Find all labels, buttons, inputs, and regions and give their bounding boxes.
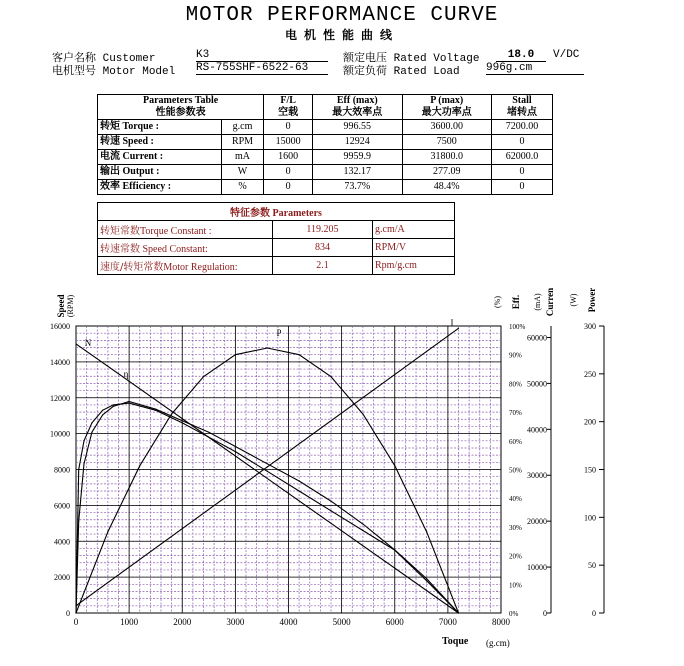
const-value: 119.205 bbox=[273, 221, 373, 239]
current-axis-unit: (mA) bbox=[533, 293, 542, 311]
cell: 15000 bbox=[264, 135, 313, 150]
col-eff-cn: 最大效率点 bbox=[332, 107, 383, 118]
cell: 0 bbox=[491, 180, 552, 195]
point-p bbox=[426, 531, 427, 532]
point-p bbox=[299, 354, 300, 355]
row-label-cn: 转速 bbox=[100, 136, 120, 147]
eff-tick-label: 20% bbox=[509, 552, 522, 561]
const-unit: RPM/V bbox=[373, 239, 455, 257]
power-axis-label: Power bbox=[587, 287, 597, 313]
model-label-cn: 电机型号 bbox=[52, 64, 96, 77]
point-output bbox=[83, 440, 84, 441]
table-row bbox=[98, 180, 553, 195]
speed-axis-label: Speed bbox=[56, 294, 66, 318]
curve-label: η bbox=[123, 369, 129, 379]
model-row bbox=[52, 62, 175, 78]
cell: 73.7% bbox=[313, 180, 402, 195]
point-output bbox=[362, 530, 363, 531]
point-n bbox=[75, 343, 76, 344]
point-η bbox=[113, 406, 114, 407]
point-p bbox=[394, 465, 395, 466]
speed-tick-label: 10000 bbox=[50, 429, 70, 439]
customer-value: K3 bbox=[196, 49, 328, 62]
point-p bbox=[203, 376, 204, 377]
point-output bbox=[78, 469, 79, 470]
cell: 3600.00 bbox=[402, 120, 491, 135]
params-head-title: Parameters Table bbox=[142, 95, 219, 106]
cell: 0 bbox=[264, 180, 313, 195]
x-tick-label: 4000 bbox=[279, 617, 298, 627]
const-label-cn: 转矩常数 bbox=[100, 226, 140, 237]
point-output bbox=[394, 550, 395, 551]
voltage-label-cn: 额定电压 bbox=[343, 51, 387, 64]
col-pmax-cn: 最大功率点 bbox=[421, 107, 472, 118]
parameters-table bbox=[97, 94, 553, 195]
eff-tick-label: 30% bbox=[509, 523, 522, 532]
point-output bbox=[182, 422, 183, 423]
curve-label: N bbox=[84, 338, 92, 348]
point-output bbox=[208, 437, 209, 438]
current-axis-label: Curren bbox=[545, 287, 555, 317]
point-output bbox=[235, 451, 236, 452]
table-row bbox=[98, 165, 553, 180]
const-value: 2.1 bbox=[273, 257, 373, 275]
power-tick-label: 300 bbox=[584, 322, 596, 331]
const-label bbox=[98, 221, 273, 239]
col-head bbox=[264, 95, 313, 120]
row-unit: W bbox=[221, 165, 263, 180]
row-label-cn: 效率 bbox=[100, 181, 120, 192]
table-row bbox=[98, 257, 455, 275]
x-axis-label: Toque bbox=[442, 636, 469, 647]
eff-tick-label: 10% bbox=[509, 581, 522, 590]
row-label-cn: 输出 bbox=[100, 166, 120, 177]
load-label-cn: 额定负荷 bbox=[343, 64, 387, 77]
point-output bbox=[91, 422, 92, 423]
cell: 48.4% bbox=[402, 180, 491, 195]
const-value: 834 bbox=[273, 239, 373, 257]
eff-axis-label: Eff. bbox=[511, 294, 521, 310]
speed-tick-label: 4000 bbox=[54, 537, 70, 547]
row-unit: mA bbox=[221, 150, 263, 165]
model-label: Motor Model bbox=[102, 66, 176, 78]
x-tick-label: 6000 bbox=[385, 617, 404, 627]
cell: 277.09 bbox=[402, 165, 491, 180]
power-tick-label: 0 bbox=[592, 609, 596, 618]
eff-axis-unit: (%) bbox=[493, 296, 502, 308]
constants-head bbox=[98, 203, 455, 221]
cell: 0 bbox=[491, 165, 552, 180]
eff-tick-label: 40% bbox=[509, 495, 522, 504]
point-η bbox=[83, 463, 84, 464]
row-label-en: Efficiency : bbox=[122, 181, 172, 192]
row-unit: RPM bbox=[221, 135, 263, 150]
const-label bbox=[98, 257, 273, 275]
const-unit: g.cm/A bbox=[373, 221, 455, 239]
cell: 0 bbox=[491, 135, 552, 150]
speed-tick-label: 14000 bbox=[50, 357, 70, 367]
point-p bbox=[362, 413, 363, 414]
x-tick-label: 1000 bbox=[120, 617, 139, 627]
chart-title: MOTOR PERFORMANCE CURVE bbox=[185, 4, 499, 27]
row-label-en: Speed : bbox=[122, 136, 154, 147]
cell: 996.55 bbox=[313, 120, 402, 135]
cell: 0 bbox=[264, 120, 313, 135]
row-label-cn: 电流 bbox=[100, 151, 120, 162]
table-row bbox=[98, 239, 455, 257]
point-η bbox=[362, 523, 363, 524]
power-axis-unit: (W) bbox=[569, 293, 578, 307]
params-head-title-cn: 性能参数表 bbox=[155, 107, 206, 118]
point-η bbox=[182, 420, 183, 421]
cell: 12924 bbox=[313, 135, 402, 150]
point-η bbox=[102, 414, 103, 415]
point-output bbox=[458, 612, 459, 613]
current-tick-label: 50000 bbox=[527, 379, 547, 389]
row-label-cn: 转矩 bbox=[100, 121, 120, 132]
row-label bbox=[98, 150, 222, 165]
col-head bbox=[491, 95, 552, 120]
row-label-en: Torque : bbox=[122, 121, 159, 132]
col-stall-cn: 堵转点 bbox=[506, 107, 537, 118]
point-η bbox=[128, 401, 129, 402]
point-η bbox=[299, 480, 300, 481]
constants-table bbox=[97, 202, 455, 275]
x-tick-label: 3000 bbox=[226, 617, 245, 627]
point-η bbox=[91, 432, 92, 433]
model-value: RS-755SHF-6522-63 bbox=[196, 62, 328, 75]
speed-tick-label: 12000 bbox=[50, 393, 70, 403]
point-η bbox=[267, 463, 268, 464]
x-axis-unit: (g.cm) bbox=[486, 638, 510, 648]
cell: 7200.00 bbox=[491, 120, 552, 135]
table-row bbox=[98, 150, 553, 165]
row-label-en: Current : bbox=[122, 151, 164, 162]
curve-label: P bbox=[276, 328, 282, 338]
point-p bbox=[235, 354, 236, 355]
cell: 1600 bbox=[264, 150, 313, 165]
speed-tick-label: 16000 bbox=[50, 322, 70, 331]
x-tick-label: 5000 bbox=[332, 617, 351, 627]
current-tick-label: 0 bbox=[543, 609, 547, 618]
point-p bbox=[171, 413, 172, 414]
customer-label-cn: 客户名称 bbox=[52, 51, 96, 64]
performance-chart bbox=[0, 280, 684, 666]
point-η bbox=[426, 578, 427, 579]
power-tick-label: 250 bbox=[584, 369, 596, 379]
chart-subtitle-cn: 电机性能曲线 bbox=[284, 28, 399, 42]
cell: 132.17 bbox=[313, 165, 402, 180]
voltage-value: 18.0 bbox=[496, 49, 546, 62]
point-p bbox=[139, 465, 140, 466]
col-fl-cn: 空载 bbox=[278, 107, 299, 118]
power-tick-label: 50 bbox=[588, 561, 596, 571]
row-unit: g.cm bbox=[221, 120, 263, 135]
point-output bbox=[155, 410, 156, 411]
point-η bbox=[208, 432, 209, 433]
current-tick-label: 20000 bbox=[527, 517, 547, 527]
speed-tick-label: 6000 bbox=[54, 501, 70, 511]
eff-tick-label: 60% bbox=[509, 437, 522, 446]
point-output bbox=[299, 490, 300, 491]
power-tick-label: 100 bbox=[584, 513, 596, 523]
speed-tick-label: 8000 bbox=[54, 465, 70, 475]
point-output bbox=[75, 612, 76, 613]
eff-tick-label: 100% bbox=[509, 323, 526, 331]
col-fl: F/L bbox=[280, 95, 296, 106]
x-tick-label: 0 bbox=[73, 617, 79, 627]
const-label-cn: 转速常数 bbox=[100, 244, 140, 255]
curve-label: I bbox=[450, 318, 454, 328]
power-tick-label: 150 bbox=[584, 465, 596, 475]
point-output bbox=[113, 404, 114, 405]
col-stall: Stall bbox=[512, 95, 532, 106]
cell: 9959.9 bbox=[313, 150, 402, 165]
table-row bbox=[98, 221, 455, 239]
point-output bbox=[330, 510, 331, 511]
x-tick-label: 8000 bbox=[492, 617, 510, 627]
eff-tick-label: 0% bbox=[509, 610, 519, 618]
current-tick-label: 40000 bbox=[527, 425, 547, 435]
cell: 31800.0 bbox=[402, 150, 491, 165]
point-p bbox=[330, 376, 331, 377]
load-label: Rated Load bbox=[393, 66, 460, 78]
col-pmax: P (max) bbox=[430, 95, 464, 106]
load-row bbox=[343, 62, 460, 78]
const-unit: Rpm/g.cm bbox=[373, 257, 455, 275]
current-tick-label: 30000 bbox=[527, 471, 547, 481]
cell: 0 bbox=[264, 165, 313, 180]
point-i bbox=[458, 328, 459, 329]
point-output bbox=[129, 403, 130, 404]
chart-grid bbox=[76, 326, 501, 613]
constants-title-cn: 特征参数 bbox=[230, 208, 271, 219]
col-head bbox=[402, 95, 491, 120]
const-label-en: Motor Regulation: bbox=[163, 262, 238, 273]
col-eff: Eff (max) bbox=[336, 95, 378, 106]
x-tick-label: 2000 bbox=[173, 617, 192, 627]
current-tick-label: 10000 bbox=[527, 563, 547, 573]
cell: 7500 bbox=[402, 135, 491, 150]
const-label-en: Speed Constant: bbox=[142, 244, 208, 255]
point-output bbox=[426, 580, 427, 581]
voltage-label: Rated Voltage bbox=[393, 53, 480, 65]
row-label-en: Output : bbox=[122, 166, 160, 177]
eff-tick-label: 80% bbox=[509, 380, 522, 389]
point-η bbox=[235, 446, 236, 447]
customer-label: Customer bbox=[102, 53, 156, 65]
x-tick-label: 7000 bbox=[438, 617, 457, 627]
voltage-unit: V/DC bbox=[553, 49, 580, 61]
const-label-cn: 速度/转矩常数 bbox=[100, 262, 164, 273]
params-head-cell bbox=[98, 95, 264, 120]
row-label bbox=[98, 120, 222, 135]
point-p bbox=[267, 347, 268, 348]
row-unit: % bbox=[221, 180, 263, 195]
cell: 62000.0 bbox=[491, 150, 552, 165]
point-η bbox=[330, 500, 331, 501]
col-head bbox=[313, 95, 402, 120]
speed-tick-label: 0 bbox=[66, 609, 70, 618]
eff-tick-label: 50% bbox=[509, 466, 522, 475]
point-output bbox=[102, 410, 103, 411]
row-label bbox=[98, 135, 222, 150]
current-tick-label: 60000 bbox=[527, 333, 547, 343]
power-tick-label: 200 bbox=[584, 417, 596, 427]
point-p bbox=[107, 531, 108, 532]
eff-tick-label: 70% bbox=[509, 409, 522, 418]
row-label bbox=[98, 165, 222, 180]
const-label-en: Torque Constant : bbox=[140, 226, 212, 237]
load-value: 996g.cm bbox=[486, 62, 584, 75]
row-label bbox=[98, 180, 222, 195]
table-row bbox=[98, 135, 553, 150]
constants-title-en: Parameters bbox=[272, 208, 322, 219]
const-label bbox=[98, 239, 273, 257]
point-output bbox=[267, 471, 268, 472]
speed-axis-unit: (RPM) bbox=[66, 294, 75, 318]
table-row bbox=[98, 120, 553, 135]
eff-tick-label: 90% bbox=[509, 351, 522, 360]
speed-tick-label: 2000 bbox=[54, 573, 70, 583]
